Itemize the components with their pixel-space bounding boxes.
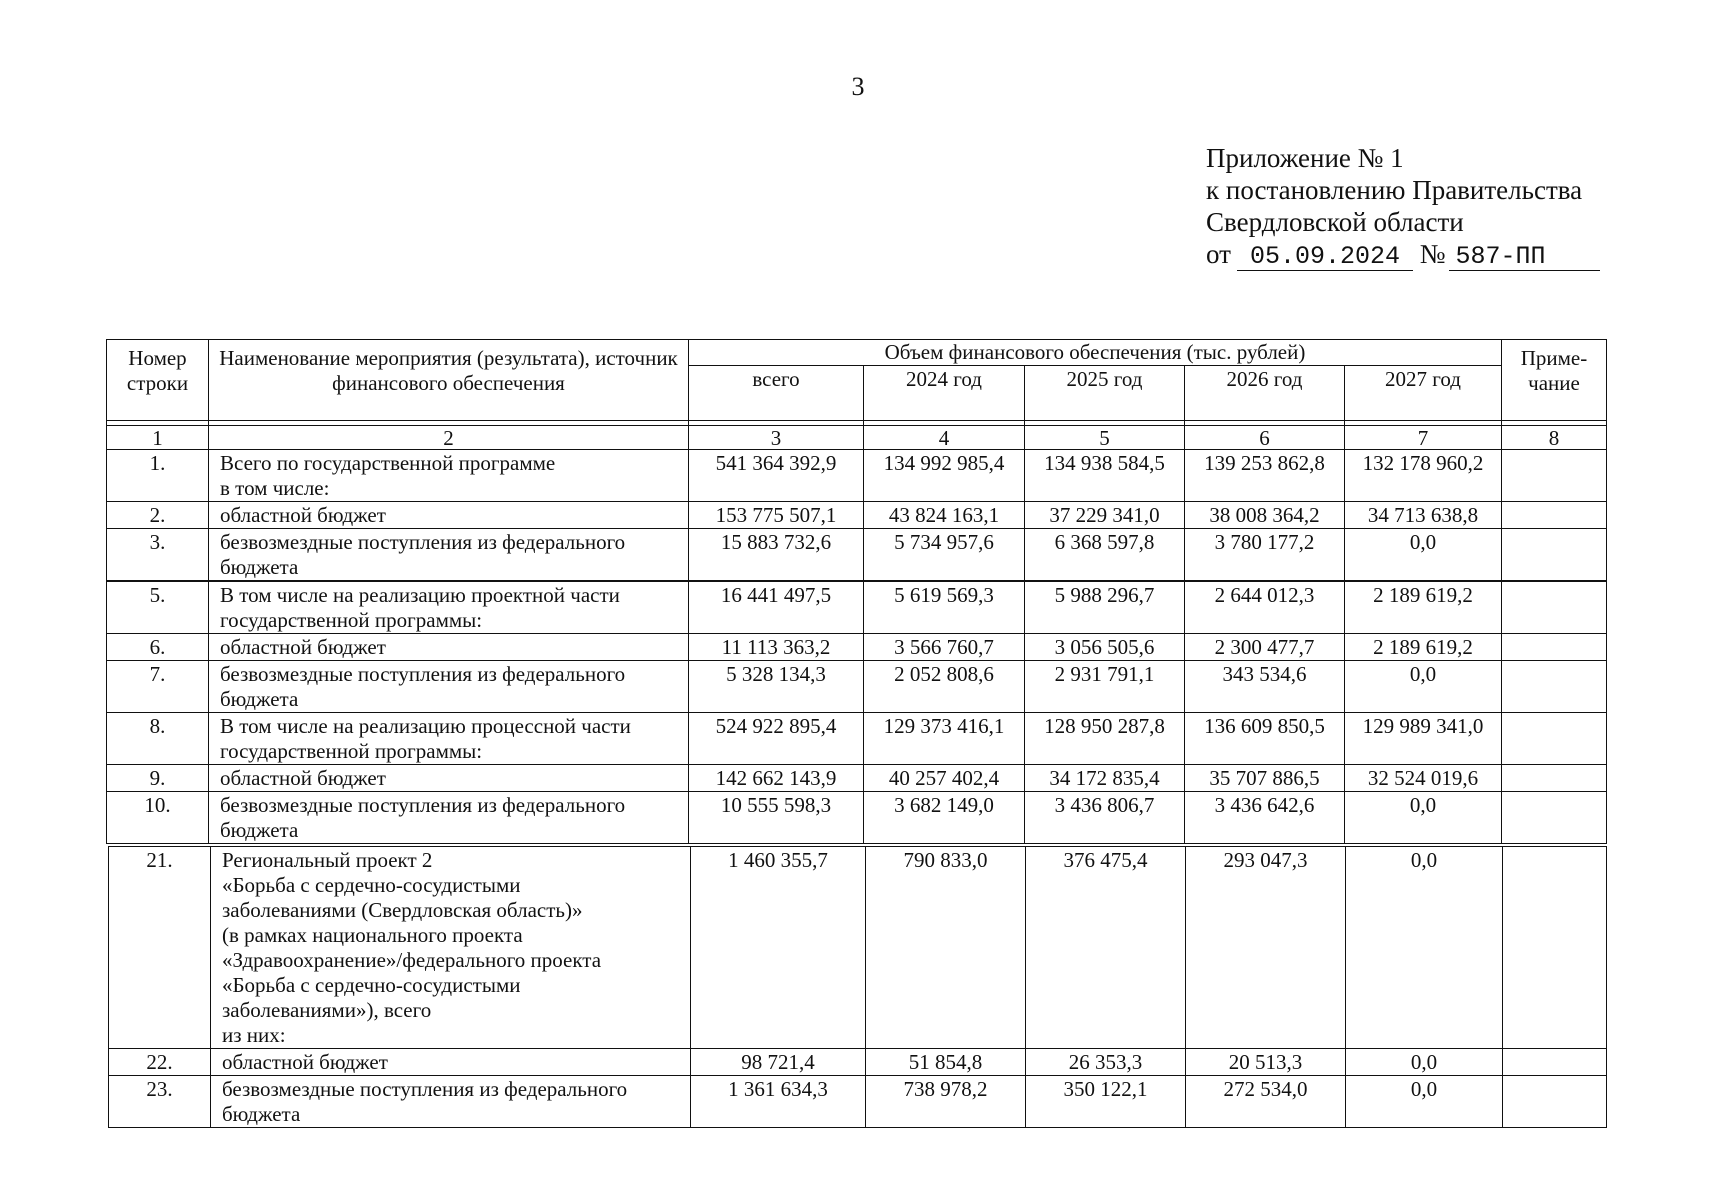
block-2-body: [107, 582, 1607, 844]
table-row: [109, 847, 1607, 1049]
row-note: [1502, 634, 1607, 661]
table-row: [107, 502, 1607, 529]
value-2027: 0,0: [1346, 1049, 1503, 1076]
value-total: 11 113 363,2: [689, 634, 864, 661]
annex-region-line: Свердловской области: [1206, 207, 1464, 237]
row-name: безвозмездные поступления из федерального бюджета: [211, 1076, 691, 1128]
row-number: 7.: [107, 661, 209, 713]
row-number: 8.: [107, 713, 209, 765]
value-2027: 2 189 619,2: [1345, 582, 1502, 634]
row-name: областной бюджет: [209, 502, 689, 529]
value-2026: 38 008 364,2: [1185, 502, 1345, 529]
table-row: [109, 1076, 1607, 1128]
column-number-row: [107, 426, 1607, 450]
value-total: 15 883 732,6: [689, 529, 864, 581]
row-name: областной бюджет: [209, 634, 689, 661]
header-total: всего: [689, 366, 864, 421]
row-number: 23.: [109, 1076, 211, 1128]
row-name: В том числе на реализацию процессной части государственной программы:: [209, 713, 689, 765]
value-2026: 272 534,0: [1186, 1076, 1346, 1128]
value-2024: 5 619 569,3: [864, 582, 1025, 634]
value-total: 524 922 895,4: [689, 713, 864, 765]
value-2026: 2 644 012,3: [1185, 582, 1345, 634]
table-row: [107, 792, 1607, 844]
table-row: [107, 661, 1607, 713]
value-total: 142 662 143,9: [689, 765, 864, 792]
value-2027: 0,0: [1346, 1076, 1503, 1128]
value-2026: 3 436 642,6: [1185, 792, 1345, 844]
header-volume: Объем финансового обеспечения (тыс. рублей): [689, 340, 1502, 366]
value-2026: 139 253 862,8: [1185, 450, 1345, 502]
value-2027: 2 189 619,2: [1345, 634, 1502, 661]
value-2026: 136 609 850,5: [1185, 713, 1345, 765]
value-2024: 43 824 163,1: [864, 502, 1025, 529]
row-note: [1502, 582, 1607, 634]
page-number: 3: [851, 72, 865, 101]
value-2025: 3 056 505,6: [1025, 634, 1185, 661]
row-name: В том числе на реализацию проектной части государственной программы:: [209, 582, 689, 634]
value-2024: 3 566 760,7: [864, 634, 1025, 661]
value-2025: 134 938 584,5: [1025, 450, 1185, 502]
value-2025: 128 950 287,8: [1025, 713, 1185, 765]
value-2025: 34 172 835,4: [1025, 765, 1185, 792]
header-2024: 2024 год: [864, 366, 1025, 421]
from-label: от: [1206, 239, 1231, 269]
value-2024: 51 854,8: [866, 1049, 1026, 1076]
row-note: [1503, 1076, 1607, 1128]
value-2025: 26 353,3: [1026, 1049, 1186, 1076]
value-2027: 129 989 341,0: [1345, 713, 1502, 765]
value-total: 1 361 634,3: [691, 1076, 866, 1128]
row-note: [1502, 792, 1607, 844]
row-note: [1502, 713, 1607, 765]
header-2027: 2027 год: [1345, 366, 1502, 421]
annex-header: [1206, 142, 1600, 271]
row-number: 10.: [107, 792, 209, 844]
value-2024: 40 257 402,4: [864, 765, 1025, 792]
financing-table-block-2: [106, 581, 1607, 844]
table-row: [107, 450, 1607, 502]
value-2027: 0,0: [1346, 847, 1503, 1049]
header-name: Наименование мероприятия (результата), источник финансового обеспечения: [209, 340, 689, 421]
column-number: 3: [689, 426, 864, 450]
row-number: 5.: [107, 582, 209, 634]
column-number: 7: [1345, 426, 1502, 450]
value-2025: 5 988 296,7: [1025, 582, 1185, 634]
value-2024: 2 052 808,6: [864, 661, 1025, 713]
row-name: областной бюджет: [211, 1049, 691, 1076]
row-note: [1502, 450, 1607, 502]
column-number: 5: [1025, 426, 1185, 450]
value-total: 153 775 507,1: [689, 502, 864, 529]
resolution-number: 587-ПП: [1449, 244, 1600, 271]
row-number: 9.: [107, 765, 209, 792]
row-note: [1502, 502, 1607, 529]
row-number: 2.: [107, 502, 209, 529]
value-2025: 3 436 806,7: [1025, 792, 1185, 844]
value-2026: 343 534,6: [1185, 661, 1345, 713]
row-number: 6.: [107, 634, 209, 661]
row-number: 21.: [109, 847, 211, 1049]
resolution-date: 05.09.2024: [1237, 244, 1413, 271]
value-total: 98 721,4: [691, 1049, 866, 1076]
table-row: [107, 634, 1607, 661]
value-2025: 350 122,1: [1026, 1076, 1186, 1128]
header-note: Приме-чание: [1502, 340, 1607, 421]
header-2025: 2025 год: [1025, 366, 1185, 421]
value-2027: 0,0: [1345, 792, 1502, 844]
value-2027: 34 713 638,8: [1345, 502, 1502, 529]
table-row: [109, 1049, 1607, 1076]
row-name: Региональный проект 2 «Борьба с сердечно-сосудистыми заболеваниями (Свердловская область)» (в рамках национального проекта «Здравоохранение»/федерального проекта «Борьба с сердечно-сосудистыми заболеваниями»), всего из них:: [211, 847, 691, 1049]
financing-table-block-1: [106, 339, 1607, 581]
value-2026: 35 707 886,5: [1185, 765, 1345, 792]
value-2027: 132 178 960,2: [1345, 450, 1502, 502]
number-label: №: [1419, 239, 1446, 269]
value-2025: 2 931 791,1: [1025, 661, 1185, 713]
value-2027: 0,0: [1345, 529, 1502, 581]
value-2027: 0,0: [1345, 661, 1502, 713]
value-total: 10 555 598,3: [689, 792, 864, 844]
column-number: 2: [209, 426, 689, 450]
row-name: безвозмездные поступления из федерального бюджета: [209, 529, 689, 581]
row-note: [1503, 1049, 1607, 1076]
row-note: [1502, 765, 1607, 792]
value-2026: 20 513,3: [1186, 1049, 1346, 1076]
value-2025: 376 475,4: [1026, 847, 1186, 1049]
header-2026: 2026 год: [1185, 366, 1345, 421]
row-note: [1502, 529, 1607, 581]
value-2027: 32 524 019,6: [1345, 765, 1502, 792]
row-note: [1502, 661, 1607, 713]
header-row-number: Номер строки: [107, 340, 209, 421]
column-number: 6: [1185, 426, 1345, 450]
table-row: [107, 529, 1607, 581]
value-total: 1 460 355,7: [691, 847, 866, 1049]
annex-resolution-line: к постановлению Правительства: [1206, 175, 1583, 205]
row-number: 22.: [109, 1049, 211, 1076]
row-name: областной бюджет: [209, 765, 689, 792]
value-2025: 6 368 597,8: [1025, 529, 1185, 581]
value-2025: 37 229 341,0: [1025, 502, 1185, 529]
value-2024: 129 373 416,1: [864, 713, 1025, 765]
table-row: [107, 582, 1607, 634]
value-total: 541 364 392,9: [689, 450, 864, 502]
column-number: 1: [107, 426, 209, 450]
value-total: 5 328 134,3: [689, 661, 864, 713]
value-2026: 293 047,3: [1186, 847, 1346, 1049]
block-1-body: [107, 450, 1607, 581]
block-3-body: [109, 847, 1607, 1128]
row-note: [1503, 847, 1607, 1049]
table-row: [107, 713, 1607, 765]
table-row: [107, 765, 1607, 792]
row-name: Всего по государственной программе в том числе:: [209, 450, 689, 502]
row-number: 1.: [107, 450, 209, 502]
value-2026: 2 300 477,7: [1185, 634, 1345, 661]
value-2024: 134 992 985,4: [864, 450, 1025, 502]
column-number: 4: [864, 426, 1025, 450]
value-2024: 5 734 957,6: [864, 529, 1025, 581]
annex-title: Приложение № 1: [1206, 143, 1404, 173]
annex-date-number-line: [1206, 238, 1600, 271]
value-total: 16 441 497,5: [689, 582, 864, 634]
financing-table-block-3: [108, 846, 1607, 1128]
column-number: 8: [1502, 426, 1607, 450]
value-2026: 3 780 177,2: [1185, 529, 1345, 581]
row-number: 3.: [107, 529, 209, 581]
row-name: безвозмездные поступления из федерального бюджета: [209, 792, 689, 844]
row-name: безвозмездные поступления из федерального бюджета: [209, 661, 689, 713]
value-2024: 790 833,0: [866, 847, 1026, 1049]
table-header-row: [107, 340, 1607, 366]
value-2024: 738 978,2: [866, 1076, 1026, 1128]
value-2024: 3 682 149,0: [864, 792, 1025, 844]
